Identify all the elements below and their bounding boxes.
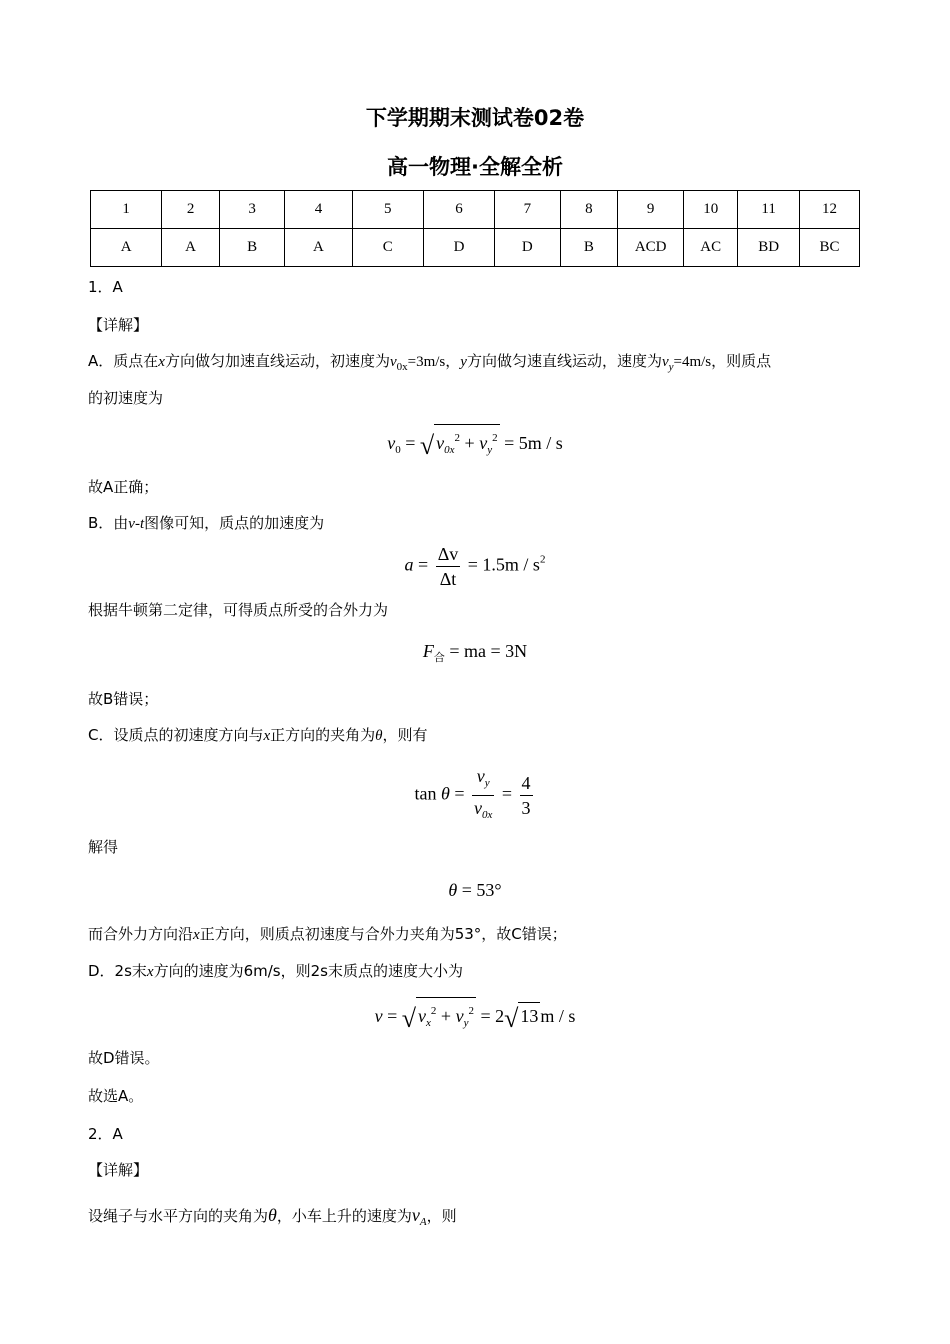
math-var: v [473,798,482,818]
answer-cell: AC [684,229,738,267]
fraction [472,765,494,826]
text-run: 而合外力方向沿 [88,925,194,943]
fraction-numerator: Δv [436,543,461,567]
text-run: D．2s末 [88,962,147,980]
formula-velocity-2s [0,997,950,1036]
math-result: = 53° [457,880,502,900]
page-title: 下学期期末测试卷02卷 [365,106,585,130]
answer-cell: B [219,229,284,267]
answer-cell: A [285,229,352,267]
math-sub: y [668,361,674,373]
question-number-cell: 10 [684,191,738,229]
math-result: = 5m / s [499,433,563,453]
fraction-numerator: 4 [520,772,533,796]
math-op: = [400,433,420,453]
math-var: θ [440,783,450,804]
q1-d-conclusion: 故D错误。 [88,1049,160,1067]
answer-cell: A [91,229,162,267]
text-run: 图像可知，质点的加速度为 [144,514,325,532]
question-number-cell: 8 [560,191,618,229]
question-number-cell: 9 [618,191,684,229]
q2-detail-label: 【详解】 [88,1161,149,1179]
q2-heading: 2．A [88,1125,123,1143]
answer-cell: D [495,229,560,267]
fraction [436,543,461,590]
math-var: y [460,354,467,370]
math-op: + [460,433,480,453]
answer-cell: B [560,229,618,267]
formula-acceleration [0,543,950,590]
math-op: = [497,783,517,804]
answer-table [90,190,860,267]
math-sub: 合 [433,651,445,664]
question-number-cell: 11 [738,191,800,229]
math-var: v-t [128,516,145,532]
math-result: = 1.5m / s [463,554,540,575]
q1-b-newton: 根据牛顿第二定律，可得质点所受的合外力为 [88,601,389,619]
question-number-cell: 4 [285,191,352,229]
text-run: =3m/s， [407,354,461,370]
answer-table-answer-row [91,229,860,267]
answer-cell: BD [738,229,800,267]
math-sup: 2 [468,1005,474,1017]
math-var: v [455,1006,464,1026]
math-var: θ [448,880,458,900]
math-op: = 2 [475,1006,505,1026]
fraction-denominator: 3 [521,798,531,818]
math-var: v [389,354,397,370]
q1-option-d-text [88,961,463,982]
math-func: tan [414,783,441,804]
formula-theta-value [0,880,950,901]
math-var: v [374,1006,383,1026]
fraction-numerator [472,765,494,796]
text-run: 正方向的夹角为 [270,726,376,744]
math-var: v [479,433,488,453]
text-run: 设绳子与水平方向的夹角为 [88,1207,269,1225]
text-run: 方向的速度为6m/s，则2s末质点的速度大小为 [153,962,463,980]
text-run: C．设质点的初速度方向与 [88,726,264,744]
text-run: A．质点在 [88,352,159,370]
fraction [520,772,533,819]
question-number-cell: 5 [352,191,423,229]
math-op: = [382,1006,402,1026]
formula-net-force [0,641,950,665]
question-number-cell: 1 [91,191,162,229]
text-run: =4m/s，则质点 [673,354,772,370]
text-run: ，则 [426,1207,457,1225]
q2-text [88,1205,457,1232]
question-number-cell: 3 [219,191,284,229]
q1-detail-label: 【详解】 [88,316,149,334]
math-var: θ [268,1205,277,1225]
answer-table-number-row [91,191,860,229]
math-var: a [404,554,414,575]
math-sub: 0x [444,444,455,456]
sqrt: √ 13 [504,1004,539,1033]
math-var: v [661,354,669,370]
math-sup: 2 [430,1005,437,1017]
math-var: x [263,728,271,744]
formula-tan-theta [0,765,950,826]
sqrt-radicand: 13 [518,1002,540,1029]
math-var: v [436,433,445,453]
q1-option-b-text [88,513,324,534]
formula-initial-velocity [0,424,950,463]
q1-b-conclusion: 故B错误； [88,690,159,708]
q1-heading: 1．A [88,278,123,296]
q1-c-conclusion [88,924,567,945]
text-run: 方向做匀速直线运动，速度为 [466,352,662,370]
q1-a-conclusion: 故A正确； [88,478,159,496]
text-run: 正方向，则质点初速度与合外力夹角为53°，故C错误； [199,925,567,943]
text-run: ，小车上升的速度为 [276,1207,412,1225]
q1-option-a-text [88,351,771,377]
math-var: x [158,354,165,370]
q1-final-answer: 故选A。 [88,1087,144,1105]
math-sup: 2 [539,553,546,566]
math-var: v [476,766,485,786]
text-run: ，则有 [382,726,428,744]
page-subtitle: 高一物理·全解全析 [387,155,563,179]
math-sub: y [487,444,493,456]
answer-cell: ACD [618,229,684,267]
answer-cell: C [352,229,423,267]
math-op: + [436,1006,456,1026]
answer-cell: D [423,229,494,267]
fraction-denominator [472,796,494,826]
q1-option-a-cont: 的初速度为 [88,389,164,407]
math-op: = [449,783,469,804]
math-sub: 0x [396,361,408,373]
question-number-cell: 6 [423,191,494,229]
math-sub: A [419,1216,427,1228]
text-run: 方向做匀加速直线运动，初速度为 [164,352,390,370]
math-sub: 0x [481,809,493,821]
math-var: θ [375,728,383,744]
math-var: v [411,1205,420,1225]
math-sub: y [484,777,490,789]
question-number-cell: 7 [495,191,560,229]
math-result: = ma = 3N [444,641,528,661]
math-op: = [413,554,433,575]
math-sup: 2 [454,432,461,444]
fraction-denominator: Δt [439,569,457,589]
math-sub: x [426,1017,431,1029]
math-sup: 2 [492,432,498,444]
math-unit: m / s [540,1006,576,1026]
q1-option-c-text [88,725,428,746]
math-var: x [146,964,154,980]
q1-c-solve: 解得 [88,838,119,856]
text-run: B．由 [88,514,129,532]
question-number-cell: 12 [800,191,860,229]
answer-cell: BC [800,229,860,267]
math-sub: 0 [395,444,401,456]
math-var: v [387,433,396,453]
math-var: x [193,927,200,943]
answer-cell: A [162,229,220,267]
question-number-cell: 2 [162,191,220,229]
math-var: F [422,641,434,661]
sqrt: √ $v_{0x}^2 + v_y^2$ [420,424,500,463]
math-sub: y [463,1017,469,1029]
sqrt: √ $v_x^2 + v_y^2$ [402,997,476,1036]
math-var: v [418,1006,427,1026]
